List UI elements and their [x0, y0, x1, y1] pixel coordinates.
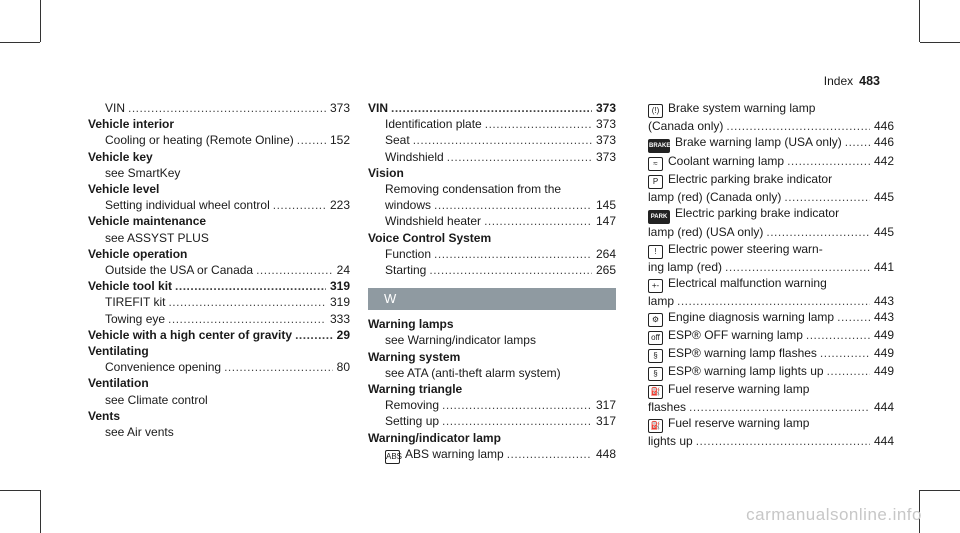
index-entry [648, 171, 894, 189]
parking-brake-icon: P [648, 175, 663, 189]
leader-dots [507, 446, 592, 462]
entry-label: ESP® OFF warning lamp [668, 328, 803, 343]
entry-text [648, 118, 723, 134]
leader-dots [391, 100, 592, 116]
entry-text [88, 409, 120, 423]
page-ref: 317 [595, 398, 616, 413]
entry-text [385, 413, 439, 429]
entry-label: ABS warning lamp [405, 446, 504, 461]
entry-text [385, 149, 444, 165]
entry-text [368, 431, 501, 445]
index-entry [368, 413, 616, 429]
index-entry [368, 246, 616, 262]
entry-label: see Air vents [105, 425, 174, 440]
index-entry [368, 446, 616, 464]
index-entry [368, 430, 616, 446]
index-entry [648, 189, 894, 205]
crop-mark [40, 0, 41, 42]
entry-label: Starting [385, 263, 427, 278]
leader-dots [696, 433, 870, 449]
entry-label: Removing [385, 398, 440, 413]
page-ref: 443 [873, 293, 894, 308]
entry-label: see Climate control [105, 392, 208, 407]
entry-label: windows [385, 198, 432, 213]
index-entry [368, 365, 616, 381]
index-entry [88, 311, 350, 327]
entry-label: Electric power steering warn- [668, 241, 823, 256]
entry-text [105, 231, 209, 245]
leader-dots [413, 132, 592, 148]
page-ref: 444 [873, 400, 894, 415]
entry-label: Brake warning lamp (USA only) [675, 135, 842, 150]
index-entry [368, 332, 616, 348]
entry-text [88, 150, 153, 164]
index-entry [648, 118, 894, 134]
entry-text [88, 182, 159, 196]
entry-label: Convenience opening [105, 360, 222, 375]
index-entry [88, 262, 350, 278]
entry-label: Coolant warning lamp [668, 154, 785, 169]
entry-text [105, 359, 221, 375]
entry-text [105, 262, 253, 278]
index-entry [368, 165, 616, 181]
page-ref: 319 [329, 279, 350, 294]
entry-label: see ASSYST PLUS [105, 230, 209, 245]
page-ref: 319 [329, 295, 350, 310]
index-entry [88, 343, 350, 359]
page-ref: 449 [873, 328, 894, 343]
entry-text [88, 376, 149, 390]
leader-dots [837, 309, 870, 325]
index-entry [368, 230, 616, 246]
page-ref: 145 [595, 198, 616, 213]
entry-text [105, 166, 180, 180]
section-header-w: W [368, 288, 616, 310]
page-ref: 265 [595, 263, 616, 278]
entry-label: Vehicle maintenance [88, 214, 207, 229]
entry-label: Windshield heater [385, 214, 482, 229]
entry-text [88, 214, 206, 228]
entry-text [648, 153, 784, 171]
entry-text [385, 366, 561, 380]
index-entry [648, 399, 894, 415]
entry-label: Fuel reserve warning lamp [668, 382, 810, 397]
leader-dots [845, 134, 870, 150]
entry-label: Ventilation [88, 376, 149, 391]
index-group-v [368, 100, 616, 278]
page-ref: 373 [595, 117, 616, 132]
index-entry [88, 375, 350, 391]
index-entry [368, 197, 616, 213]
battery-icon: +- [648, 279, 663, 293]
entry-text [105, 393, 208, 407]
index-entry [648, 415, 894, 433]
index-entry [648, 293, 894, 309]
entry-text [385, 397, 439, 413]
leader-dots [434, 246, 592, 262]
brake-system-icon: (!) [648, 104, 663, 118]
esp-icon: § [648, 367, 663, 381]
entry-label: Vehicle level [88, 182, 160, 197]
entry-text [368, 350, 460, 364]
page-number: 483 [859, 74, 880, 88]
entry-text [648, 101, 815, 115]
brake-text-icon: BRAKE [648, 139, 670, 153]
index-entry [88, 408, 350, 424]
index-entry [88, 359, 350, 375]
fuel-icon: ⛽ [648, 385, 663, 399]
page-ref: 80 [336, 360, 350, 375]
page-ref: 373 [595, 149, 616, 164]
leader-dots [295, 327, 333, 343]
entry-label: Identification plate [385, 117, 482, 132]
leader-dots [784, 189, 870, 205]
page-ref: 448 [595, 446, 616, 461]
index-entry [368, 262, 616, 278]
page-ref: 317 [595, 414, 616, 429]
entry-label: lamp (red) (USA only) [648, 225, 764, 240]
page-header [824, 74, 880, 88]
entry-text [88, 247, 187, 261]
page-ref: 449 [873, 346, 894, 361]
entry-text [648, 363, 824, 381]
entry-text [648, 416, 809, 430]
crop-mark [40, 490, 41, 533]
page-ref: 29 [336, 327, 350, 342]
entry-text [88, 278, 172, 294]
entry-text [368, 166, 404, 180]
entry-text [368, 317, 454, 331]
coolant-icon: ≈ [648, 157, 663, 171]
entry-text [648, 242, 823, 256]
leader-dots [297, 132, 326, 148]
entry-label: lamp [648, 293, 675, 308]
index-entry [648, 363, 894, 381]
index-entry [88, 100, 350, 116]
leader-dots [820, 345, 870, 361]
index-entry [648, 381, 894, 399]
page-ref: 446 [873, 119, 894, 133]
page-ref: 441 [873, 259, 894, 274]
entry-text [105, 100, 125, 116]
leader-dots [168, 311, 326, 327]
index-entry [88, 116, 350, 132]
entry-label: Warning system [368, 349, 461, 364]
entry-text [385, 116, 482, 132]
page-ref: 445 [873, 225, 894, 240]
leader-dots [806, 327, 870, 343]
entry-label: VIN [368, 101, 389, 115]
entry-label: Vehicle key [88, 149, 153, 164]
entry-label: Warning lamps [368, 317, 454, 332]
esp-icon: § [648, 349, 663, 363]
entry-label: Electric parking brake indicator [675, 206, 840, 221]
entry-text [385, 132, 410, 148]
index-entry [368, 213, 616, 229]
entry-label: flashes [648, 400, 687, 415]
leader-dots [787, 153, 870, 169]
index-column-2 [368, 100, 616, 464]
entry-text [648, 134, 842, 153]
entry-text [385, 246, 431, 262]
index-entry [648, 100, 894, 118]
page-ref: 446 [873, 135, 894, 150]
entry-label: Electric parking brake indicator [668, 172, 833, 187]
leader-dots [442, 413, 592, 429]
entry-text [368, 100, 388, 116]
entry-label: Vehicle tool kit [88, 279, 173, 294]
index-entry [648, 241, 894, 259]
entry-label: see Warning/indicator lamps [385, 333, 536, 348]
entry-label: Fuel reserve warning lamp [668, 416, 810, 431]
entry-text [385, 333, 536, 347]
watermark: carmanualsonline.info [746, 505, 922, 524]
entry-label: lamp (red) (Canada only) [648, 190, 782, 205]
entry-text [648, 345, 817, 363]
entry-text [648, 382, 809, 396]
index-entry [88, 392, 350, 408]
leader-dots [175, 278, 326, 294]
page-ref: 373 [595, 101, 616, 115]
entry-text [648, 189, 781, 205]
index-entry [648, 224, 894, 240]
crop-mark [920, 42, 960, 43]
page-ref: 443 [873, 310, 894, 325]
page-ref: 373 [595, 133, 616, 148]
index-entry [88, 149, 350, 165]
entry-text [385, 213, 481, 229]
leader-dots [168, 294, 326, 310]
index-entry [88, 181, 350, 197]
leader-dots [434, 197, 592, 213]
entry-text [648, 433, 693, 449]
entry-text [648, 259, 722, 275]
index-entry [88, 424, 350, 440]
index-entry [368, 349, 616, 365]
index-entry [648, 134, 894, 153]
entry-text [385, 182, 561, 196]
entry-text [385, 262, 426, 278]
entry-label: (Canada only) [648, 119, 724, 133]
entry-label: Engine diagnosis warning lamp [668, 310, 835, 325]
page-ref: 444 [873, 434, 894, 449]
entry-text [88, 327, 292, 343]
entry-label: Vents [88, 408, 121, 423]
page-ref: 24 [336, 263, 350, 278]
entry-label: VIN [105, 101, 126, 115]
index-column-3 [648, 100, 894, 449]
entry-label: Setting individual wheel control [105, 198, 270, 213]
index-entry [368, 397, 616, 413]
entry-label: Vehicle interior [88, 117, 175, 132]
entry-text [648, 293, 674, 309]
index-entry [88, 246, 350, 262]
entry-label: Ventilating [88, 344, 149, 359]
leader-dots [827, 363, 870, 379]
leader-dots [689, 399, 870, 415]
crop-mark [919, 0, 920, 42]
leader-dots [273, 197, 326, 213]
index-entry [368, 381, 616, 397]
page-ref: 152 [329, 133, 350, 148]
crop-mark [920, 490, 960, 491]
index-entry [88, 230, 350, 246]
entry-label: Windshield [385, 149, 444, 164]
leader-dots [224, 359, 333, 375]
index-entry [368, 116, 616, 132]
header-section: Index [823, 74, 854, 88]
index-entry [88, 165, 350, 181]
index-entry [648, 433, 894, 449]
leader-dots [484, 213, 592, 229]
fuel-icon: ⛽ [648, 419, 663, 433]
esp-off-icon: off [648, 331, 663, 345]
entry-text [648, 399, 686, 415]
entry-label: Setting up [385, 414, 440, 429]
entry-text [648, 309, 834, 327]
entry-label: Vehicle operation [88, 246, 188, 261]
index-entry [648, 345, 894, 363]
entry-label: see SmartKey [105, 165, 181, 180]
entry-label: TIREFIT kit [105, 295, 166, 310]
page-ref: 449 [873, 364, 894, 379]
steering-icon: ! [648, 245, 663, 259]
entry-text [105, 197, 270, 213]
index-entry [648, 327, 894, 345]
entry-text [368, 382, 462, 396]
index-entry [368, 100, 616, 116]
entry-label: Cooling or heating (Remote Online) [105, 133, 294, 148]
index-entry [368, 132, 616, 148]
page-ref: 223 [329, 198, 350, 213]
index-entry [88, 327, 350, 343]
entry-text [648, 172, 832, 186]
leader-dots [766, 224, 870, 240]
index-entry [648, 259, 894, 275]
entry-text [385, 446, 504, 464]
crop-mark [0, 490, 40, 491]
index-entry [88, 294, 350, 310]
entry-text [105, 294, 165, 310]
entry-label: Electrical malfunction warning [668, 275, 827, 290]
leader-dots [725, 259, 870, 275]
entry-label: Vehicle with a high center of gravity [88, 327, 293, 342]
entry-text [648, 206, 839, 220]
page-ref: 445 [873, 190, 894, 205]
leader-dots [726, 118, 870, 134]
entry-label: Seat [385, 133, 410, 148]
entry-label: lights up [648, 434, 693, 449]
entry-label: Outside the USA or Canada [105, 263, 254, 278]
entry-text [88, 117, 174, 131]
index-entry [88, 197, 350, 213]
index-group-w [368, 316, 616, 464]
entry-text [648, 327, 803, 345]
leader-dots [128, 100, 326, 116]
entry-label: ESP® warning lamp flashes [668, 346, 817, 361]
entry-label: Brake system warning lamp [668, 101, 816, 115]
index-entry [88, 213, 350, 229]
entry-label: Voice Control System [368, 230, 492, 245]
index-entry [648, 205, 894, 224]
entry-label: Function [385, 246, 432, 261]
index-entry [648, 309, 894, 327]
entry-label: see ATA (anti-theft alarm system) [385, 365, 561, 380]
index-column-1 [88, 100, 350, 440]
leader-dots [256, 262, 333, 278]
index-entry [648, 275, 894, 293]
entry-label: Removing condensation from the [385, 182, 562, 197]
entry-label: ing lamp (red) [648, 259, 723, 274]
entry-text [648, 276, 827, 290]
entry-label: ESP® warning lamp lights up [668, 364, 824, 379]
page-ref: 373 [329, 101, 350, 115]
leader-dots [677, 293, 870, 309]
page-ref: 147 [595, 214, 616, 229]
page-ref: 333 [329, 311, 350, 326]
index-entry [88, 132, 350, 148]
index-entry [368, 181, 616, 197]
entry-text [105, 311, 165, 327]
park-text-icon: PARK [648, 210, 670, 224]
index-entry [368, 149, 616, 165]
entry-text [105, 132, 294, 148]
entry-text [648, 224, 763, 240]
index-entry [88, 278, 350, 294]
entry-text [105, 425, 174, 439]
page-ref: 442 [873, 154, 894, 169]
leader-dots [447, 149, 592, 165]
entry-label: Warning/indicator lamp [368, 430, 501, 445]
entry-label: Vision [368, 165, 404, 180]
page-ref: 264 [595, 246, 616, 261]
leader-dots [442, 397, 592, 413]
entry-text [368, 231, 491, 245]
leader-dots [485, 116, 592, 132]
crop-mark [0, 42, 40, 43]
entry-label: Warning triangle [368, 382, 463, 397]
index-entry [648, 153, 894, 171]
abs-icon: ABS [385, 450, 400, 464]
entry-text [88, 344, 149, 358]
entry-text [385, 197, 431, 213]
index-entry [368, 316, 616, 332]
engine-icon: ⚙ [648, 313, 663, 327]
leader-dots [429, 262, 592, 278]
entry-label: Towing eye [105, 311, 166, 326]
